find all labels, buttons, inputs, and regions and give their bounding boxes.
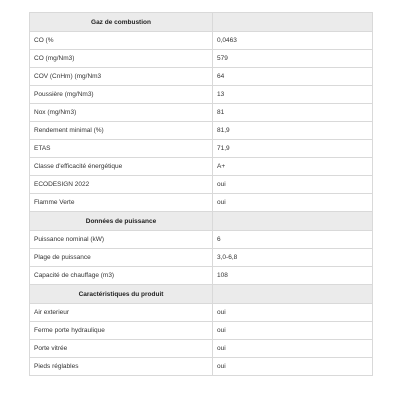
row-label: ECODESIGN 2022: [30, 176, 213, 194]
row-label: CO (mg/Nm3): [30, 50, 213, 68]
table-row: [30, 158, 373, 176]
table-row: [30, 104, 373, 122]
section-header-combustion-gas: [30, 13, 373, 32]
row-label: Capacité de chauffage (m3): [30, 267, 213, 285]
section-header-empty-cell: [213, 212, 373, 231]
row-label: Puissance nominal (kW): [30, 231, 213, 249]
row-label: ETAS: [30, 140, 213, 158]
row-label: Plage de puissance: [30, 249, 213, 267]
table-row: [30, 32, 373, 50]
table-row: [30, 231, 373, 249]
row-value: A+: [213, 158, 373, 176]
row-label: COV (CnHm) (mg/Nm3: [30, 68, 213, 86]
table-row: [30, 358, 373, 376]
table-row: [30, 50, 373, 68]
section-header-empty-cell: [213, 285, 373, 304]
row-value: oui: [213, 304, 373, 322]
row-value: 579: [213, 50, 373, 68]
table-row: [30, 176, 373, 194]
section-header-empty-cell: [213, 13, 373, 32]
row-value: oui: [213, 176, 373, 194]
table-row: [30, 68, 373, 86]
row-label: Ferme porte hydraulique: [30, 322, 213, 340]
table-row: [30, 322, 373, 340]
row-label: Classe d'efficacité énergétique: [30, 158, 213, 176]
row-value: oui: [213, 322, 373, 340]
row-value: 13: [213, 86, 373, 104]
row-value: 108: [213, 267, 373, 285]
table-row: [30, 267, 373, 285]
product-spec-table: [29, 12, 373, 376]
row-label: Air exterieur: [30, 304, 213, 322]
row-label: Rendement minimal (%): [30, 122, 213, 140]
section-header-power-data: [30, 212, 373, 231]
row-label: Flamme Verte: [30, 194, 213, 212]
row-value: 71,9: [213, 140, 373, 158]
row-value: oui: [213, 194, 373, 212]
section-title: Données de puissance: [30, 212, 213, 231]
row-value: 64: [213, 68, 373, 86]
table-row: [30, 340, 373, 358]
table-row: [30, 122, 373, 140]
spec-table-body: [30, 13, 373, 376]
section-title: Caractéristiques du produit: [30, 285, 213, 304]
section-title: Gaz de combustion: [30, 13, 213, 32]
table-row: [30, 140, 373, 158]
table-row: [30, 304, 373, 322]
row-value: oui: [213, 340, 373, 358]
row-label: Nox (mg/Nm3): [30, 104, 213, 122]
row-label: CO (%: [30, 32, 213, 50]
row-label: Porte vitrée: [30, 340, 213, 358]
row-label: Pieds réglables: [30, 358, 213, 376]
row-value: 0,0463: [213, 32, 373, 50]
row-value: 6: [213, 231, 373, 249]
table-row: [30, 194, 373, 212]
row-value: 81,9: [213, 122, 373, 140]
row-value: 81: [213, 104, 373, 122]
row-label: Poussière (mg/Nm3): [30, 86, 213, 104]
row-value: 3,0-6,8: [213, 249, 373, 267]
table-row: [30, 249, 373, 267]
row-value: oui: [213, 358, 373, 376]
section-header-product-features: [30, 285, 373, 304]
table-row: [30, 86, 373, 104]
